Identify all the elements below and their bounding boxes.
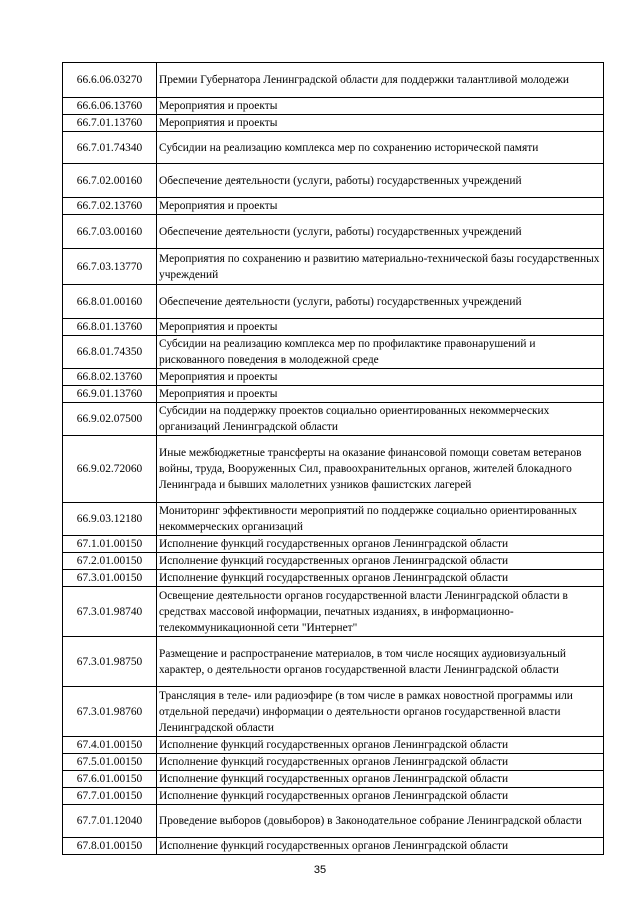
table-row — [63, 132, 604, 164]
table-row — [63, 838, 604, 855]
description-cell: Исполнение функций государственных органов Ленинградской области — [157, 570, 604, 587]
code-cell: 67.2.01.00150 — [63, 553, 157, 570]
description-cell: Освещение деятельности органов государственной власти Ленинградской области в средствах массовой информации, печатных изданиях, в информационно-телекоммуникационной сети "Интернет" — [157, 587, 604, 637]
description-cell: Мониторинг эффективности мероприятий по поддержке социально ориентированных некоммерческих организаций — [157, 503, 604, 536]
description-cell: Обеспечение деятельности (услуги, работы) государственных учреждений — [157, 285, 604, 319]
code-cell: 67.1.01.00150 — [63, 536, 157, 553]
code-cell: 67.3.01.98740 — [63, 587, 157, 637]
description-cell: Исполнение функций государственных органов Ленинградской области — [157, 553, 604, 570]
table-row — [63, 198, 604, 215]
description-cell: Обеспечение деятельности (услуги, работы) государственных учреждений — [157, 215, 604, 249]
description-cell: Исполнение функций государственных органов Ленинградской области — [157, 737, 604, 754]
code-cell: 66.8.02.13760 — [63, 369, 157, 386]
description-cell: Исполнение функций государственных органов Ленинградской области — [157, 536, 604, 553]
description-cell: Субсидии на реализацию комплекса мер по профилактике правонарушений и рискованного поведения в молодежной среде — [157, 336, 604, 369]
description-cell: Исполнение функций государственных органов Ленинградской области — [157, 771, 604, 788]
budget-codes-table — [62, 62, 604, 855]
description-cell: Исполнение функций государственных органов Ленинградской области — [157, 788, 604, 805]
table-row — [63, 553, 604, 570]
table-row — [63, 249, 604, 285]
description-cell: Премии Губернатора Ленинградской области для поддержки талантливой молодежи — [157, 63, 604, 98]
code-cell: 67.7.01.12040 — [63, 805, 157, 838]
table-row — [63, 503, 604, 536]
table-row — [63, 336, 604, 369]
description-cell: Субсидии на поддержку проектов социально ориентированных некоммерческих организаций Ленинградской области — [157, 403, 604, 436]
table-row — [63, 587, 604, 637]
code-cell: 66.9.03.12180 — [63, 503, 157, 536]
table-row — [63, 369, 604, 386]
description-cell: Обеспечение деятельности (услуги, работы) государственных учреждений — [157, 164, 604, 198]
code-cell: 66.9.01.13760 — [63, 386, 157, 403]
table-row — [63, 570, 604, 587]
code-cell: 67.3.01.98760 — [63, 687, 157, 737]
table-row — [63, 215, 604, 249]
description-cell: Трансляция в теле- или радиоэфире (в том числе в рамках новостной программы или отдельной передачи) информации о деятельности органов государственной власти Ленинградской области — [157, 687, 604, 737]
table-row — [63, 754, 604, 771]
description-cell: Мероприятия и проекты — [157, 198, 604, 215]
table-row — [63, 386, 604, 403]
code-cell: 66.9.02.72060 — [63, 436, 157, 503]
code-cell: 66.8.01.13760 — [63, 319, 157, 336]
code-cell: 66.9.02.07500 — [63, 403, 157, 436]
code-cell: 67.7.01.00150 — [63, 788, 157, 805]
description-cell: Мероприятия и проекты — [157, 369, 604, 386]
description-cell: Исполнение функций государственных органов Ленинградской области — [157, 754, 604, 771]
table-row — [63, 536, 604, 553]
table-row — [63, 737, 604, 754]
description-cell: Мероприятия и проекты — [157, 115, 604, 132]
table-body — [63, 63, 604, 855]
code-cell: 66.7.02.13760 — [63, 198, 157, 215]
table-row — [63, 285, 604, 319]
table-row — [63, 98, 604, 115]
code-cell: 66.8.01.00160 — [63, 285, 157, 319]
table-row — [63, 115, 604, 132]
table-row — [63, 805, 604, 838]
description-cell: Проведение выборов (довыборов) в Законодательное собрание Ленинградской области — [157, 805, 604, 838]
table-row — [63, 164, 604, 198]
code-cell: 66.7.02.00160 — [63, 164, 157, 198]
description-cell: Субсидии на реализацию комплекса мер по сохранению исторической памяти — [157, 132, 604, 164]
description-cell: Мероприятия и проекты — [157, 319, 604, 336]
table-row — [63, 687, 604, 737]
table-row — [63, 436, 604, 503]
table-row — [63, 771, 604, 788]
description-cell: Мероприятия и проекты — [157, 386, 604, 403]
table-row — [63, 403, 604, 436]
code-cell: 67.5.01.00150 — [63, 754, 157, 771]
code-cell: 66.7.03.13770 — [63, 249, 157, 285]
code-cell: 66.6.06.03270 — [63, 63, 157, 98]
code-cell: 67.6.01.00150 — [63, 771, 157, 788]
description-cell: Исполнение функций государственных органов Ленинградской области — [157, 838, 604, 855]
code-cell: 66.7.01.74340 — [63, 132, 157, 164]
description-cell: Иные межбюджетные трансферты на оказание финансовой помощи советам ветеранов войны, труда, Вооруженных Сил, правоохранительных органов, жителей блокадного Ленинграда и бывших малолетних узников фашистских лагерей — [157, 436, 604, 503]
code-cell: 66.7.01.13760 — [63, 115, 157, 132]
table-row — [63, 788, 604, 805]
code-cell: 66.6.06.13760 — [63, 98, 157, 115]
code-cell: 67.8.01.00150 — [63, 838, 157, 855]
code-cell: 66.7.03.00160 — [63, 215, 157, 249]
page-number: 35 — [313, 864, 327, 876]
code-cell: 67.3.01.00150 — [63, 570, 157, 587]
code-cell: 66.8.01.74350 — [63, 336, 157, 369]
description-cell: Мероприятия по сохранению и развитию материально-технической базы государственных учреждений — [157, 249, 604, 285]
code-cell: 67.3.01.98750 — [63, 637, 157, 687]
table-row — [63, 319, 604, 336]
table-row — [63, 63, 604, 98]
code-cell: 67.4.01.00150 — [63, 737, 157, 754]
description-cell: Мероприятия и проекты — [157, 98, 604, 115]
description-cell: Размещение и распространение материалов, в том числе носящих аудиовизуальный характер, о деятельности органов государственной власти Ленинградской области — [157, 637, 604, 687]
table-row — [63, 637, 604, 687]
